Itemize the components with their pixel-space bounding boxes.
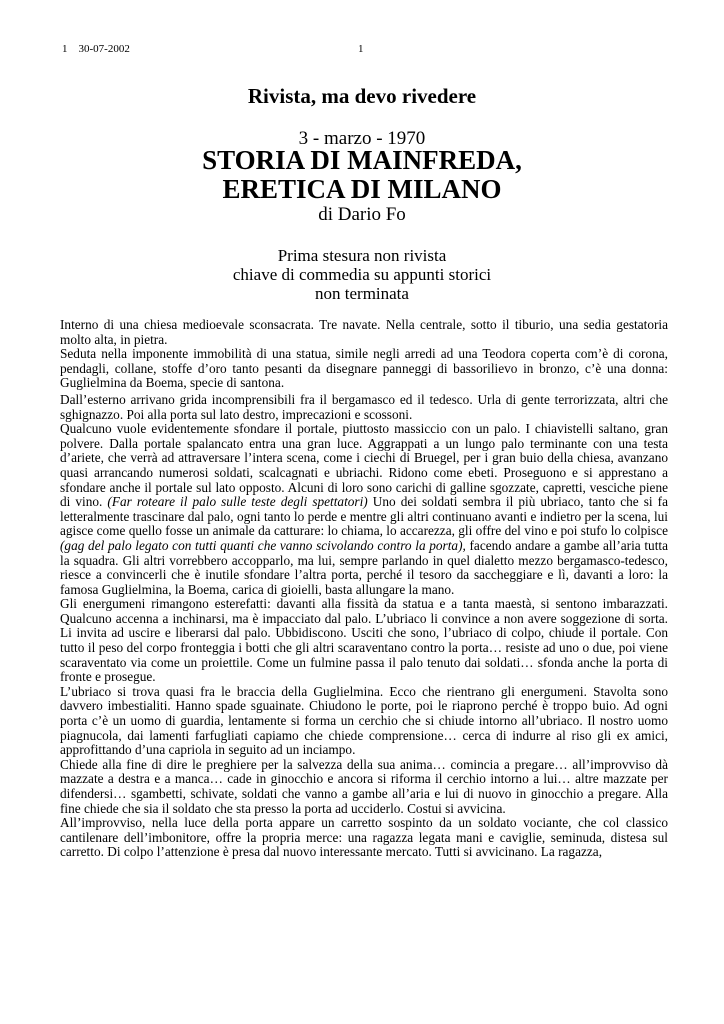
draft-note-3: non terminata bbox=[315, 284, 409, 303]
document-title bbox=[0, 146, 724, 204]
paragraph-energumeni: Gli energumeni rimangono esterefatti: davanti alla fissità da statua e a tanta maestà, si sentono imbarazzati. Qualcuno accenna a inchinarsi, ma è impacciato dal palo. L’ubriaco li convince a non avere soggezione di sorta. Li invita ad uscire e liberarsi dal palo. Ubbidiscono. Usciti che sono, l’ubriaco di colpo, chiude il portale. Con tutto il peso del corpo fronteggia i botti che gli altri scaraventano contro la porta… resiste ad uno o due, poi viene scaraventato via come un proiettile. Come un fulmine passa il palo tenuto dai soldati… sfonda anche la porta di fronte e prosegue. bbox=[60, 596, 668, 685]
draft-note-1: Prima stesura non rivista bbox=[277, 246, 447, 265]
paragraph-cart: All’improvviso, nella luce della porta appare un carretto sospinto da un soldato vociante, che col classico cantilenare dell’imbonitore, offre la propria merce: una ragazza legata mani e caviglie, seminuda, distesa sul carretto. Di colpo l’attenzione è presa dal nuovo interessante mercato. Tutti si avvicinano. La ragazza, bbox=[60, 815, 668, 860]
page-number-date: 1 30-07-2002 bbox=[62, 43, 130, 55]
title-line-1: STORIA DI MAINFREDA, bbox=[202, 145, 522, 175]
stage-direction-gag: (gag del palo legato con tutti quanti che vanno scivolando contro la porta), bbox=[60, 537, 466, 553]
paragraph-shouts: Dall’esterno arrivano grida incomprensibili fra il bergamasco ed il tedesco. Urla di gente terrorizzata, altri che sghignazzo. Poi alla porta sul lato destro, imprecazioni e scossoni. bbox=[60, 391, 668, 422]
paragraph-guglielmina: Seduta nella imponente immobilità di una statua, simile negli arredi ad una Teodora coperta com’è di corona, pendagli, collane, stoffe d’oro tanto pesanti da disegnare panneggi di bassorilievo in bronzo, c’è una donna: Guglielmina da Boema, specie di santona. bbox=[60, 346, 668, 391]
document-author: di Dario Fo bbox=[318, 204, 406, 225]
title-line-2: ERETICA DI MILANO bbox=[222, 174, 502, 204]
paragraph-drunk-text: Uno dei soldati sembra il più ubriaco, tanto che si fa letteralmente trascinare dal palo, ogni tanto lo perde e mentre gli altri continuano avanti e indietro per la scena, lui agisce come quello fosse un animale da catturare: lo chiama, lo accarezza, gli offre del vino e poi stufo lo colpisce bbox=[60, 494, 668, 539]
document-subtitle: Rivista, ma devo rivedere bbox=[247, 84, 477, 108]
body-text bbox=[60, 318, 668, 860]
paragraph-circle: L’ubriaco si trova quasi fra le braccia della Guglielmina. Ecco che rientrano gli energumeni. Stavolta sono davvero imbestialiti. Hanno spade sguainate. Chiudono le porte, poi le riaprono perché è troppo buio. Ad ogni porta c’è un uomo di guardia, lentamente si forma un cerchio che si chiude intorno all’ubriaco. Il nostro uomo piagnucola, dai lamenti farfugliati capiamo che chiede comprensione… cerca di indurre al riso gli ex amici, approfittando d’una capriola in seguito ad un inciampo. bbox=[60, 683, 668, 758]
page-number: 1 bbox=[358, 43, 364, 55]
paragraph-setting: Interno di una chiesa medioevale sconsacrata. Tre navate. Nella centrale, sotto il tiburio, una sedia gestatoria molto alta, in pietra. bbox=[60, 317, 668, 347]
paragraph-soldiers-text: Qualcuno vuole evidentemente sfondare il portale, piuttosto massiccio con un palo. I chiavistelli saltano, gran polvere. Dalla portale spalancato entra una gran luce. Aggrappati a un lungo palo terminante con una testa d’ariete, che verrà ad attraversare l’intera scena, come i ciechi di Bruegel, per i gran buio della chiesa, avanzano quasi arrancando numerosi soldati, scalcagnati e ubriachi. Ridono come ebeti. Proseguono e si apprestano a sfondare anche il portale sul lato opposto. Alcuni di loro sono carichi di galline sgozzate, capretti, vesciche piene di vino. bbox=[60, 421, 668, 510]
draft-notes bbox=[0, 246, 724, 303]
draft-note-2: chiave di commedia su appunti storici bbox=[232, 265, 492, 284]
page-header bbox=[62, 43, 662, 57]
paragraph-prayers: Chiede alla fine di dire le preghiere per la salvezza della sua anima… comincia a pregare… all’improvviso dà mazzate a destra e a manca… cade in ginocchio e ancora si riforma il cerchio intorno a lui… altre mazzate per difendersi… sgambetti, schivate, soldati che vanno a gambe all’aria e lui di nuovo in ginocchio a pregare. Alla fine chiede che sia il soldato che sta presso la porta ad ucciderlo. Costui si avvicina. bbox=[60, 756, 668, 816]
stage-direction-pole: (Far roteare il palo sulle teste degli spettatori) bbox=[107, 494, 368, 510]
paragraph-drunk-cont: facendo andare a gambe all’aria tutta la squadra. Gli altri vorrebbero accopparlo, ma lui, sempre parlando in quel dialetto mezzo bergamasco-tedesco, riesce a convincerli che è inutile sfondare l’altra porta, perché il tesoro da saccheggiare e lì, davanti a loro: la famosa Guglielmina, la Boema, carica di gioielli, basta allungare la mano. bbox=[60, 537, 668, 597]
paragraph-soldiers bbox=[60, 422, 668, 597]
document-date: 3 - marzo - 1970 bbox=[298, 128, 426, 149]
